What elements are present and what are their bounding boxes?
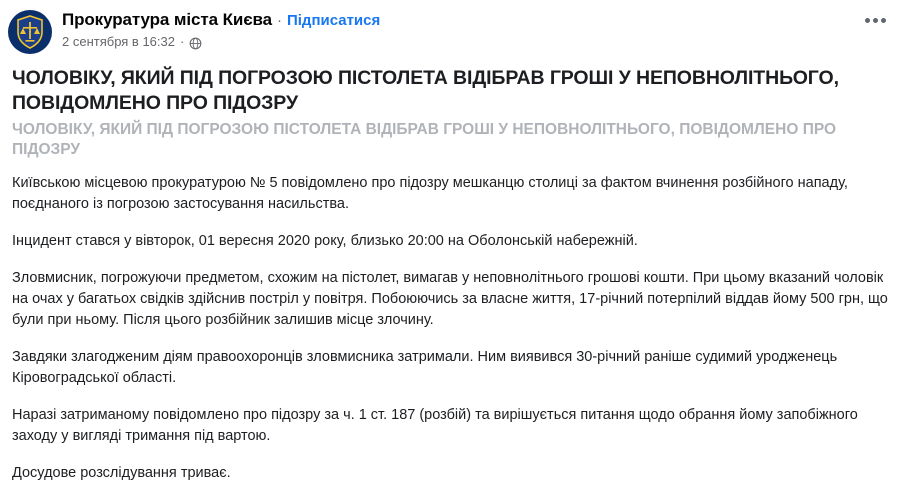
- dot-3: [881, 18, 886, 23]
- post-timestamp[interactable]: 2 сентября в 16:32: [62, 34, 175, 49]
- post-paragraph: Завдяки злагодженим діям правоохоронців зловмисника затримали. Ним виявився 30-річний раніше судимий уродженець Кіровоградської області.: [12, 349, 838, 386]
- post-header-text: [62, 8, 892, 49]
- separator-dot: ·: [276, 12, 282, 29]
- post-paragraph: Зловмисник, погрожуючи предметом, схожим на пістолет, вимагав у неповнолітнього грошові кошти. При цьому вказаний чоловік на очах у багатьох свідків здійснив постріл у повітря. Побоюючись за власне життя, 17-річний потерпілий віддав йому 500 грн, що були при ньому. Після цього розбійник залишив місце злочину.: [12, 270, 888, 328]
- post-body: [0, 54, 904, 484]
- post-paragraph: Досудове розслідування триває.: [12, 465, 231, 481]
- follow-button[interactable]: Підписатися: [286, 12, 381, 29]
- avatar[interactable]: [8, 10, 52, 54]
- prosecutor-emblem-icon: [15, 15, 45, 49]
- meta-separator-dot: ·: [179, 34, 185, 49]
- post-meta-line: [62, 34, 892, 49]
- post-paragraph: Інцидент стався у вівторок, 01 вересня 2020 року, близько 20:00 на Оболонській набережній.: [12, 233, 638, 249]
- post-author-line: [62, 10, 892, 30]
- globe-icon[interactable]: [189, 37, 202, 50]
- post-paragraph: Наразі затриманому повідомлено про підозру за ч. 1 ст. 187 (розбій) та вирішується питання щодо обрання йому запобіжного заходу у вигляді тримання під вартою.: [12, 407, 858, 444]
- page-name[interactable]: Прокуратура міста Києва: [62, 10, 272, 29]
- dot-2: [873, 18, 878, 23]
- post-header: [0, 0, 904, 54]
- post-subheadline: ЧОЛОВІКУ, ЯКИЙ ПІД ПОГРОЗОЮ ПІСТОЛЕТА ВІДІБРАВ ГРОШІ У НЕПОВНОЛІТНЬОГО, ПОВІДОМЛЕНО ПРО ПІДОЗРУ: [12, 121, 837, 158]
- post-paragraph: Київською місцевою прокуратурою № 5 повідомлено про підозру мешканцю столиці за фактом вчинення розбійного нападу, поєднаного із погрозою застосування насильства.: [12, 175, 848, 212]
- dot-1: [865, 18, 870, 23]
- post-headline: ЧОЛОВІКУ, ЯКИЙ ПІД ПОГРОЗОЮ ПІСТОЛЕТА ВІДІБРАВ ГРОШІ У НЕПОВНОЛІТНЬОГО, ПОВІДОМЛЕНО ПРО ПІДОЗРУ: [12, 67, 839, 114]
- more-options-icon[interactable]: [858, 10, 892, 30]
